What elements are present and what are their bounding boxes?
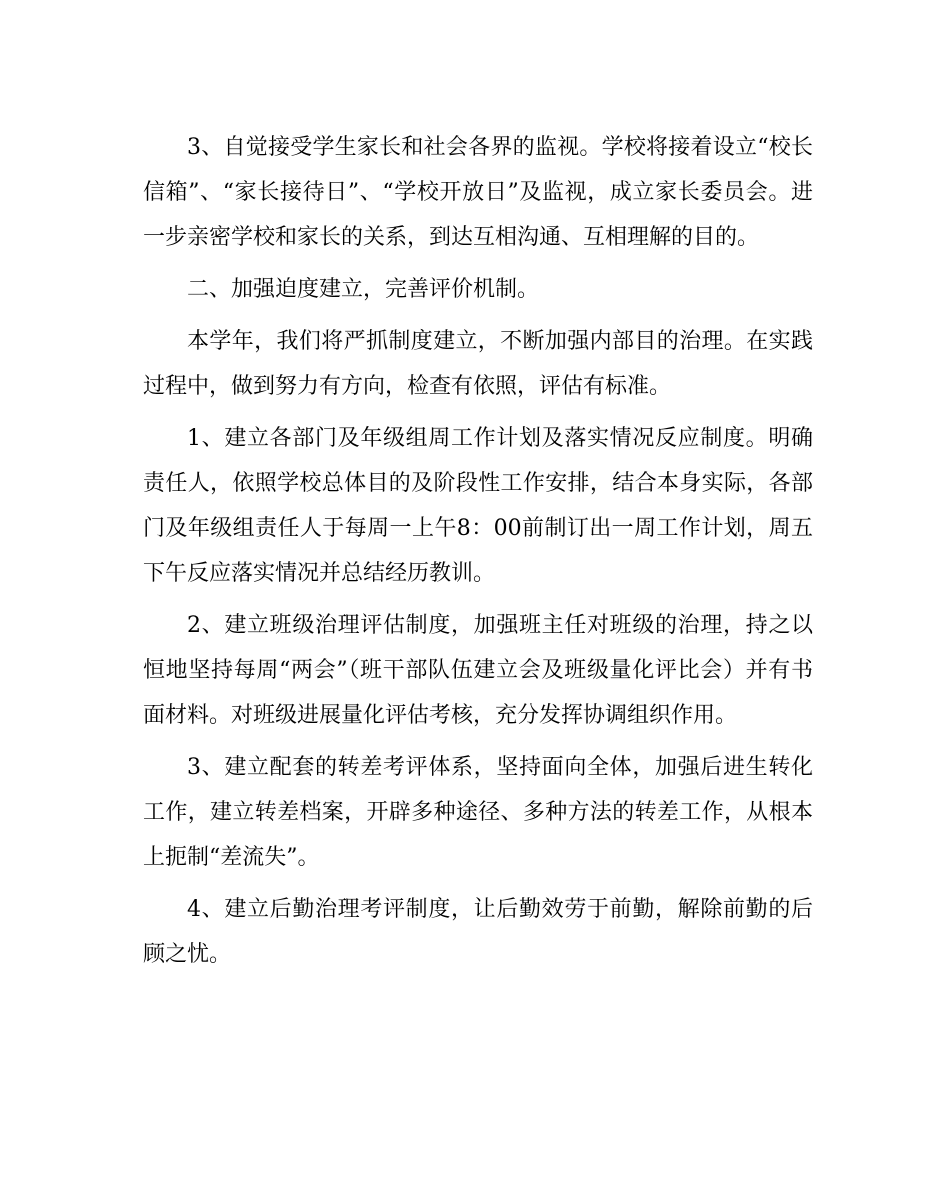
paragraph-supervision: 3、自觉接受学生家长和社会各界的监视。学校将接着设立“校长信箱”、“家长接待日”、“学校开放日”及监视，成立家长委员会。进一步亲密学校和家长的关系，到达互相沟通、互相理解的目的。 [143,135,813,250]
paragraph-student-transformation: 3、建立配套的转差考评体系，坚持面向全体，加强后进生转化工作，建立转差档案，开辟多种途径、多种方法的转差工作，从根本上扼制“差流失”。 [143,755,813,870]
paragraph-class-management: 2、建立班级治理评估制度，加强班主任对班级的治理，持之以恒地坚持每周“两会”（班干部队伍建立会及班级量化评比会）并有书面材料。对班级进展量化评估考核，充分发挥协调组织作用。 [143,613,813,728]
section-heading-system-building: 二、加强迫度建立，完善评价机制。 [187,277,540,302]
document-body [143,125,813,984]
paragraph-this-year: 本学年，我们将严抓制度建立，不断加强内部目的治理。在实践过程中，做到努力有方向，检查有依照，评估有标准。 [143,329,813,399]
paragraph-logistics: 4、建立后勤治理考评制度，让后勤效劳于前勤，解除前勤的后顾之忧。 [143,897,813,967]
paragraph-weekly-plan: 1、建立各部门及年级组周工作计划及落实情况反应制度。明确责任人，依照学校总体目的及阶段性工作安排，结合本身实际，各部门及年级组责任人于每周一上午8：00前制订出一周工作计划，周五下午反应落实情况并总结经历教训。 [143,426,813,586]
